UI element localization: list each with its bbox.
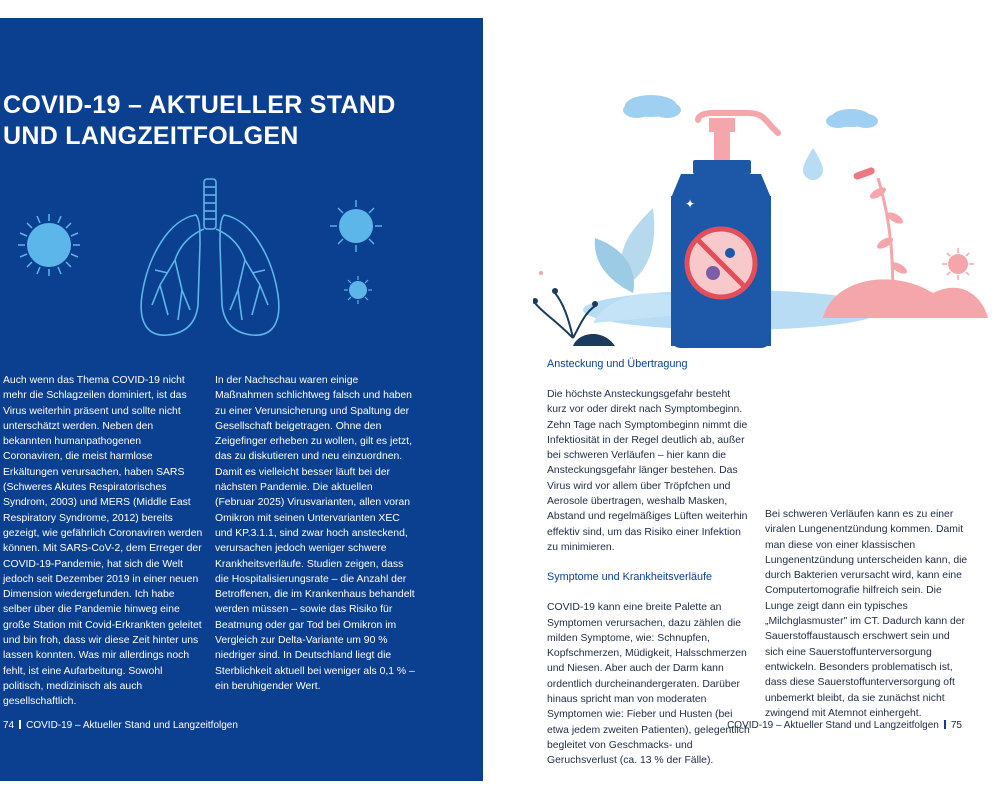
plant-icon — [535, 293, 595, 338]
virus-icon — [328, 198, 384, 254]
paragraph-transmission: Die höchste Ansteckungsgefahr besteht kurz vor oder direkt nach Symptombeginn. Zehn Tage nach Symptombeginn nimmt die Infektiosität in der Regel deutlich ab, außer bei schweren Verläufen – hier kann die Ansteckungsgefahr länger bestehen. Das Virus wird vor allem über Tröpfchen und Aerosole übertragen, weshalb Masken, Abstand und regelmäßiges Lüften weiterhin effektiv sind, um das Risiko einer Infektion zu minimieren. — [547, 389, 748, 553]
paragraph-severe: Bei schweren Verläufen kann es zu einer viralen Lungenentzündung kommen. Damit man diese von einer klassischen Lungenentzündung unterscheiden kann, die durch Bakterien verursacht wird, kann eine Computertomografie hilfreich sein. Die Lunge zeigt dann ein typisches „Milchglasmuster" im CT. Dadurch kann der Sauerstoffaustausch erschwert sein und sich eine Sauerstoffunterversorgung entwickeln. Besonders problematisch ist, dass diese Sauerstoffunterversorgung oft unbemerkt bleibt, da sie zunächst nicht zwingend mit Atemnot einhergeht. — [765, 509, 968, 719]
virus-icon — [15, 211, 83, 279]
footer-text-right: COVID-19 – Aktueller Stand und Langzeitfolgen — [727, 720, 939, 731]
section-heading-symptoms: Symptome und Krankheitsverläufe — [547, 571, 713, 584]
text-column-1: Auch wenn das Thema COVID-19 nicht mehr die Schlagzeilen dominiert, ist das Virus weiterhin präsent und sollte nicht unterschätzt werden. Neben den bekannten humanpathogenen Coronaviren, die meist harmlose Erkältungen verursachen, haben SARS (Schweres Akutes Respiratorisches Syndrom, 2003) und MERS (Middle East Respiratory Syndrome, 2012) bereits gezeigt, wie gefährlich Coronaviren werden können. Mit SARS-CoV-2, dem Erreger der COVID-19-Pandemie, hat sich die Welt jedoch seit Dezember 2019 in einer neuen Dimension wiedergefunden. Ich habe selber über die Pandemie hinweg eine große Station mit Covid-Erkrankten geleitet und bin froh, dass wir diese Zeit hinter uns lassen konnten. Was mir allerdings noch fehlt, ist eine Aufarbeitung. Sowohl politisch, medizinisch als auch gesellschaftlich. — [3, 375, 203, 708]
footer-separator — [944, 720, 946, 729]
virus-icon — [942, 248, 974, 280]
section-heading-transmission: Ansteckung und Übertragung — [547, 358, 688, 370]
right-column-2 — [765, 357, 970, 721]
footer-right — [727, 720, 962, 731]
hand-sanitizer-illustration — [533, 88, 993, 348]
paragraph-symptoms: COVID-19 kann eine breite Palette an Symptomen verursachen, dazu zählen die milden Symptome, wie: Schnupfen, Kopfschmerzen, Müdigkeit, Halsschmerzen und Niesen. Aber auch der Darm kann ordentlich durcheinandergeraten. Darüber hinaus spricht man von moderaten Symptomen wie: Fieber und Husten (bei etwa jedem zweiten Patienten), gelegentlich begleitet von Geschmacks- und Geruchsverlust (ca. 13 % der Fälle). — [547, 602, 750, 767]
footer-separator — [19, 720, 21, 729]
left-page — [0, 18, 483, 781]
right-page — [483, 18, 1000, 781]
text-column-2: In der Nachschau waren einige Maßnahmen schlichtweg falsch und haben zu einer Verunsicherung und Spaltung der Gesellschaft beigetragen. Ohne den Zeigefinger erheben zu wollen, gilt es jetzt, das zu diskutieren und neu einzuordnen. Damit es vielleicht besser läuft bei der nächsten Pandemie. Die aktuellen (Februar 2025) Virusvarianten, allen voran Omikron mit seinen Untervarianten XEC und KP.3.1.1, sind zwar hoch ansteckend, verursachen jedoch weniger schwere Krankheitsverläufe. Studien zeigen, dass die Hospitalisierungsrate – die Anzahl der Betroffenen, die im Krankenhaus behandelt werden müssen – sowie das Risiko für Beatmung oder gar Tod bei Omikron im Vergleich zur Delta-Variante um 90 % niedriger sind. In Deutschland liegt die Sterblichkeit aktuell bei weniger als 0,1 % – ein beruhigender Wert. — [215, 375, 415, 692]
virus-icon — [343, 275, 373, 305]
cloud-icon — [826, 109, 878, 128]
title-line-2: UND LANGZEITFOLGEN — [3, 122, 299, 150]
page-number-left: 74 — [3, 720, 15, 731]
title-line-1: COVID-19 – AKTUELLER STAND — [3, 91, 396, 119]
right-column-1 — [547, 357, 752, 769]
lungs-icon — [130, 175, 290, 345]
cloud-icon — [623, 95, 681, 118]
page-number-right: 75 — [950, 720, 962, 731]
footer-text-left: COVID-19 – Aktueller Stand und Langzeitfolgen — [26, 720, 238, 731]
page-title — [3, 90, 473, 152]
footer-left — [3, 720, 238, 731]
svg-text:✦: ✦ — [685, 197, 696, 211]
